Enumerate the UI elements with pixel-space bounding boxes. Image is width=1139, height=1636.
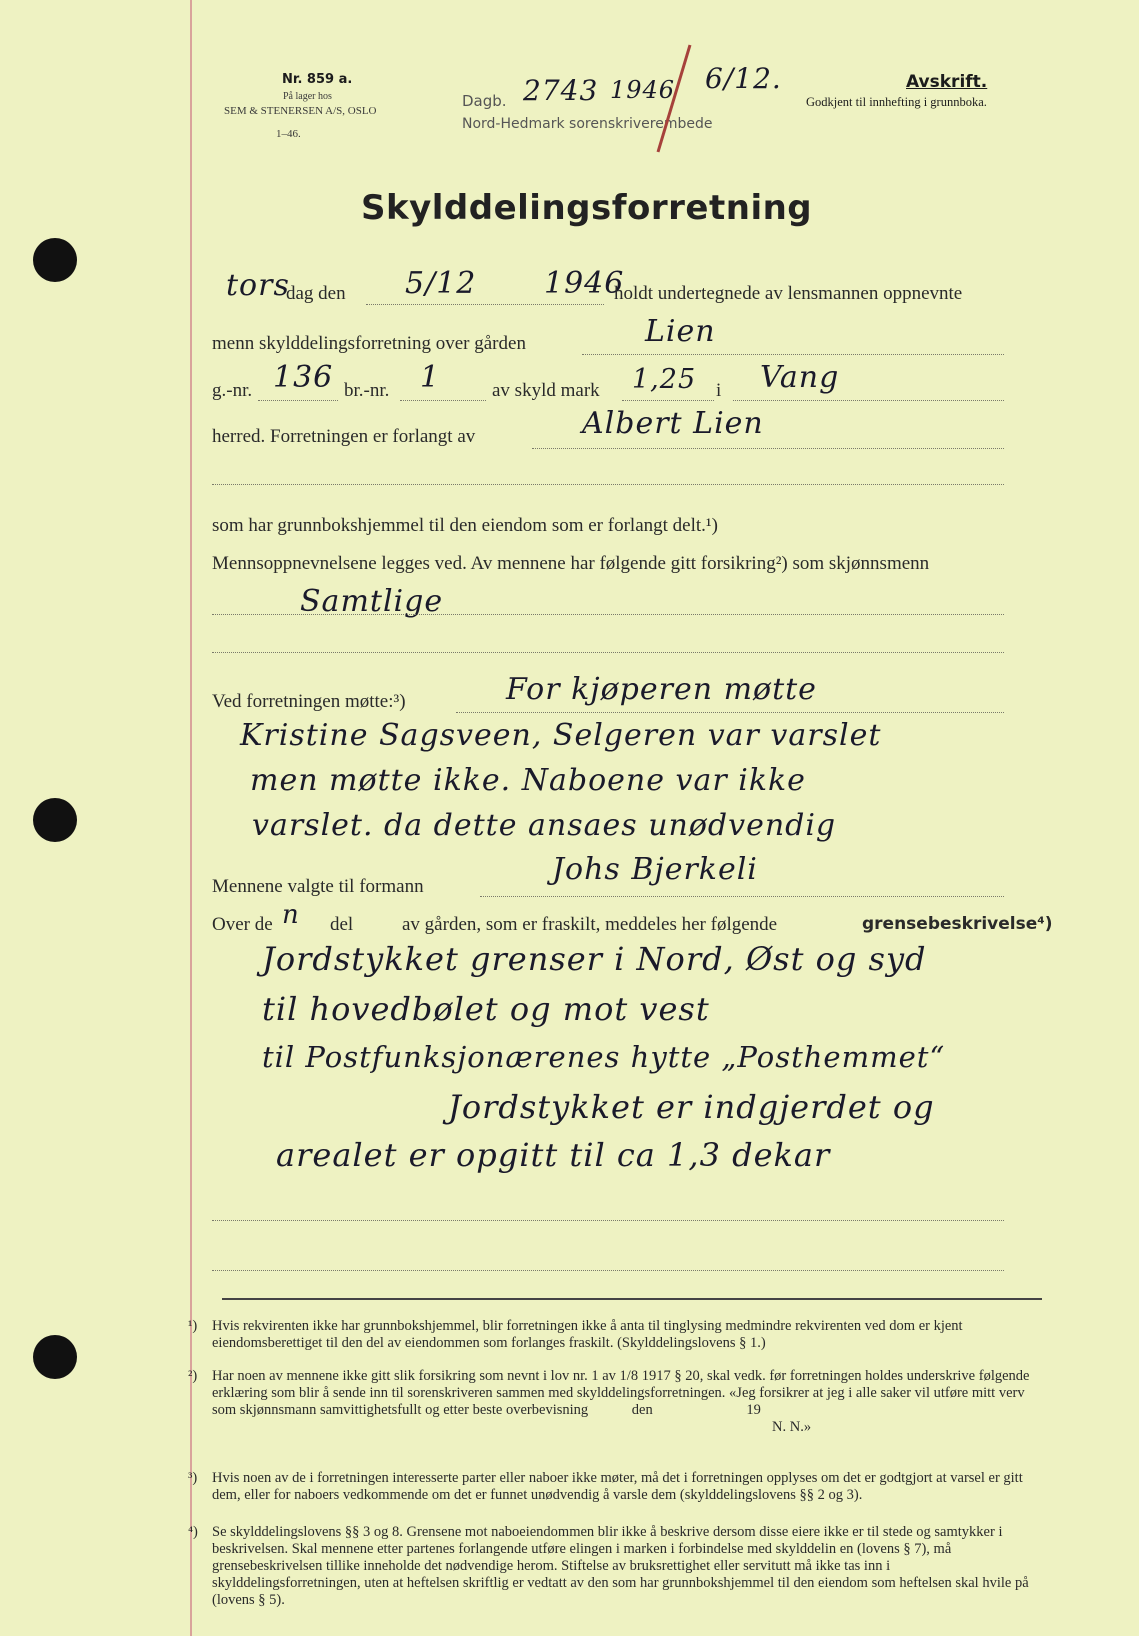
page-title: Skylddelingsforretning	[361, 188, 813, 228]
fill-line	[582, 354, 1004, 355]
fill-line	[258, 400, 338, 401]
label-dag-den: dag den	[286, 283, 346, 304]
fill-line	[212, 1270, 1004, 1271]
punch-hole	[33, 238, 77, 282]
stamp-year: 1946	[610, 76, 676, 104]
label-gnr: g.-nr.	[212, 380, 253, 401]
hand-motte-2: Kristine Sagsveen, Selgeren var varslet	[240, 718, 882, 753]
footnote-3-number: ³)	[188, 1470, 198, 1486]
hand-gnr: 136	[273, 360, 334, 395]
label-over-rest: av gården, som er fraskilt, meddeles her følgende	[402, 914, 778, 935]
hand-motte-1: For kjøperen møtte	[506, 672, 817, 707]
copy-label: Avskrift.	[906, 72, 988, 92]
fill-line	[532, 448, 1004, 449]
hand-herred: Vang	[760, 360, 840, 395]
label-line4: herred. Forretningen er forlangt av	[212, 426, 476, 447]
hand-day: tors	[226, 268, 290, 303]
footnote-2-den: den	[631, 1402, 653, 1418]
label-line1-rest: holdt undertegnede av lensmannen oppnevnte	[614, 283, 963, 304]
label-grensebeskrivelse: grensebeskrivelse⁴)	[862, 914, 1053, 934]
footnote-4-number: ⁴)	[188, 1524, 198, 1540]
punch-hole	[33, 1335, 77, 1379]
label-over-del: del	[330, 914, 354, 935]
hand-grense-1: Jordstykket grenser i Nord, Øst og syd	[262, 940, 927, 978]
margin-rule	[190, 0, 192, 1636]
hand-motte-3: men møtte ikke. Naboene var ikke	[250, 763, 806, 798]
label-formann: Mennene valgte til formann	[212, 876, 424, 897]
footnote-1-text: Hvis rekvirenten ikke har grunnbokshjemmel, blir forretningen ikke å anta til tinglysing medmindre rekvirenten ved dom er kjent eiendomsberettiget til den del av eiendommen som forlanges fraskilt. (Skylddelingslovens § 1.)	[212, 1318, 963, 1351]
label-i: i	[716, 380, 722, 401]
hand-farm-name: Lien	[645, 314, 716, 349]
form-number: Nr. 859 a.	[282, 72, 353, 87]
footnote-1	[188, 1318, 1042, 1352]
hand-skjonnsmenn: Samtlige	[300, 584, 444, 619]
label-line6: som har grunnbokshjemmel til den eiendom som er forlangt delt.¹)	[212, 515, 718, 536]
label-line7: Mennsoppnevnelsene legges ved. Av mennene har følgende gitt forsikring²) som skjønnsmenn	[212, 553, 930, 574]
hand-over-n: n	[282, 900, 300, 930]
hand-grense-5: arealet er opgitt til ca 1,3 dekar	[276, 1136, 831, 1174]
form-print-date: 1–46.	[276, 128, 301, 140]
label-line2: menn skylddelingsforretning over gården	[212, 333, 526, 354]
fill-line	[733, 400, 1004, 401]
hand-grense-3: til Postfunksjonærenes hytte „Posthemmet“	[262, 1040, 946, 1074]
footnote-3	[188, 1470, 1042, 1504]
footnote-1-number: ¹)	[188, 1318, 198, 1334]
fill-line	[212, 484, 1004, 485]
form-availability: På lager hos	[283, 91, 332, 102]
label-skyld: av skyld mark	[492, 380, 600, 401]
footnote-2	[188, 1368, 1042, 1436]
punch-hole	[33, 798, 77, 842]
fill-line	[622, 400, 714, 401]
fill-line	[456, 712, 1004, 713]
red-check-mark	[640, 40, 700, 160]
hand-motte-4: varslet. da dette ansaes unødvendig	[252, 808, 837, 843]
footnote-2-nn: N. N.»	[772, 1419, 812, 1435]
fill-line	[400, 400, 486, 401]
fill-line	[366, 304, 604, 305]
label-bnr: br.-nr.	[344, 380, 390, 401]
hand-date: 5/12	[405, 266, 477, 301]
stamp-office: Nord-Hedmark sorenskriverembede	[462, 116, 713, 132]
hand-year: 1946	[544, 266, 625, 301]
footnote-3-text: Hvis noen av de i forretningen interesserte parter eller naboer ikke møter, må det i forretningen opplyses om det er godtgjort at varsel er gitt dem, eller for naboers vedkommende om det er funnet unødvendig å varsle dem (skylddelingslovens §§ 2 og 3).	[212, 1470, 1023, 1503]
footnote-2-year: 19	[746, 1402, 761, 1418]
fill-line	[212, 1220, 1004, 1221]
footnote-2-number: ²)	[188, 1368, 198, 1384]
fill-line	[212, 614, 1004, 615]
stamp-dagbok-label: Dagb.	[462, 92, 507, 110]
copy-note: Godkjent til innhefting i grunnboka.	[806, 95, 987, 109]
hand-requester: Albert Lien	[582, 406, 764, 441]
form-publisher: SEM & STENERSEN A/S, OSLO	[224, 105, 377, 117]
hand-bnr: 1	[420, 360, 441, 395]
fill-line	[212, 652, 1004, 653]
hand-grense-2: til hovedbølet og mot vest	[262, 990, 710, 1028]
footnote-4-text: Se skylddelingslovens §§ 3 og 8. Grensene mot naboeiendommen blir ikke å beskrive dersom disse eiere ikke er til stede og samtykker i beskrivelsen. Skal mennene etter partenes forlangende utføre elingen i marken i forbindelse med skylddelin en (lovens § 7), må grensebeskrivelsen tillike inneholde det nødvendige herom. Stiftelse av bruksrettighet eller servitutt må ikke tas inn i skylddelingsforretningen, uten at heftelsen skriftlig er vedtatt av den som har grunnbokshjemmel til den eiendom som heftelsen skal hvile på (lovens § 5).	[212, 1524, 1029, 1608]
label-over-de: Over de	[212, 914, 273, 935]
hand-skyld: 1,25	[632, 364, 697, 395]
hand-grense-4: Jordstykket er indgjerdet og	[448, 1088, 935, 1126]
hand-formann: Johs Bjerkeli	[552, 852, 758, 887]
label-motte: Ved forretningen møtte:³)	[212, 691, 406, 712]
stamp-date: 6/12.	[705, 62, 782, 95]
stamp-number: 2743	[523, 74, 599, 107]
footnote-rule	[222, 1298, 1042, 1300]
footnote-2-text: Har noen av mennene ikke gitt slik forsikring som nevnt i lov nr. 1 av 1/8 1917 § 20, skal vedk. før forretningen holdes underskrive følgende erklæring som blir å sende inn til sorenskriveren sammen med skylddelingsforretningen. «Jeg forsikrer at jeg i alle saker vil utføre mitt verv som skjønnsmann samvittighetsfullt og etter beste overbevisning	[212, 1368, 1030, 1418]
fill-line	[480, 896, 1004, 897]
footnote-4	[188, 1524, 1042, 1609]
